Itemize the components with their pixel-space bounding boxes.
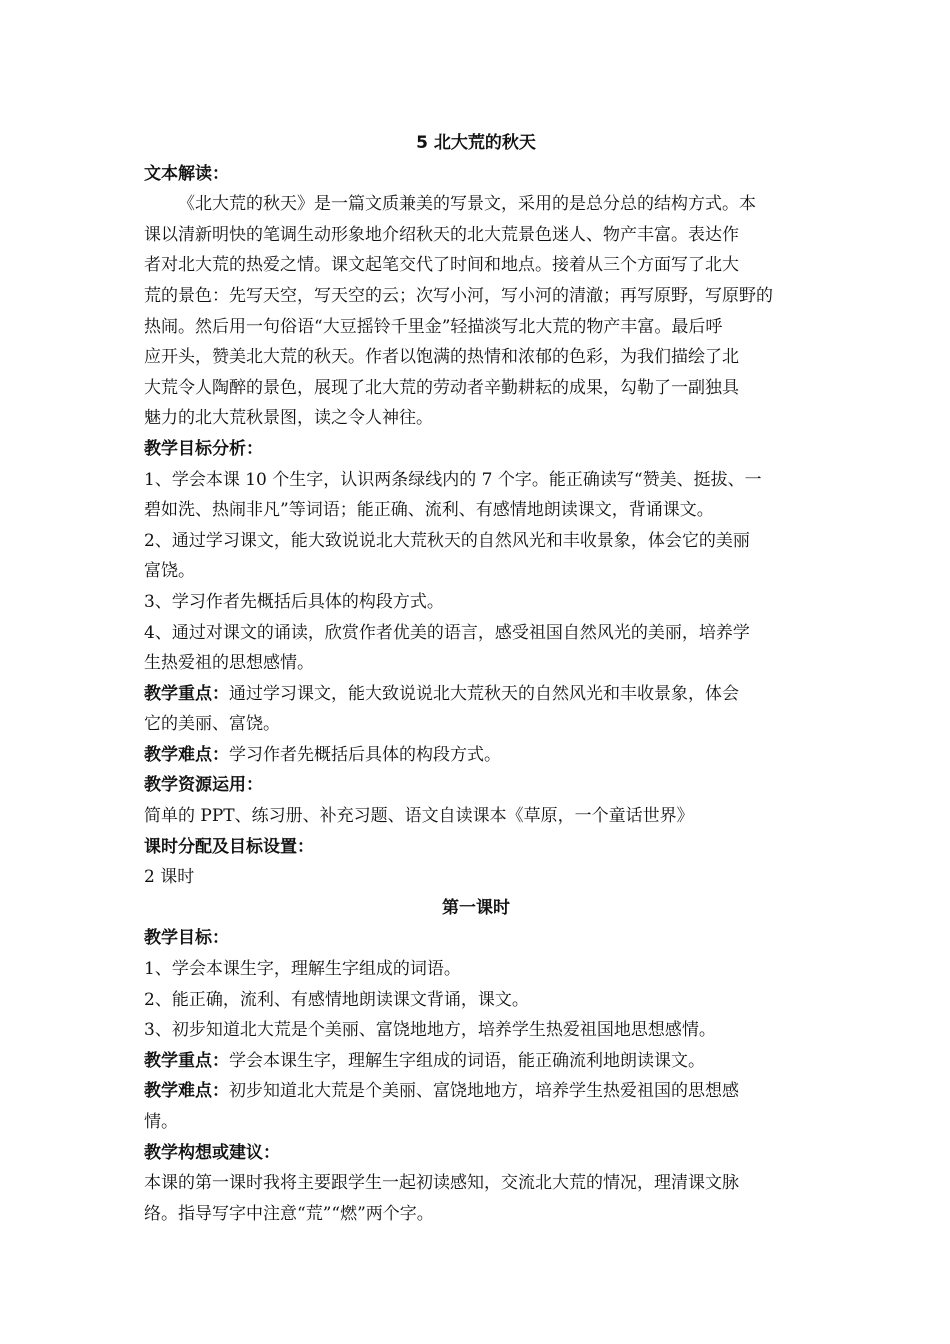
lesson-difficulty-label: 教学难点： (144, 1081, 229, 1102)
lesson-goals-heading: 教学目标： (144, 928, 229, 949)
paragraph-line: 《北大荒的秋天》是一篇文质兼美的写景文，采用的是总分总的结构方式。本 (178, 194, 756, 215)
goal-analysis-heading: 教学目标分析： (144, 438, 263, 459)
lesson-key-point-label: 教学重点： (144, 1050, 229, 1071)
text-analysis-paragraph (144, 189, 808, 434)
list-item: 1、学会本课生字，理解生字组成的词语。 (144, 959, 461, 980)
key-point-label: 教学重点： (144, 683, 229, 704)
paragraph-line: 本课的第一课时我将主要跟学生一起初读感知，交流北大荒的情况，理清课文脉 (144, 1173, 739, 1194)
lesson-difficulty-row (144, 1076, 808, 1107)
paragraph-line: 荒的景色：先写天空，写天空的云；次写小河，写小河的清澈；再写原野，写原野的 (144, 285, 773, 306)
lesson-idea-paragraph (144, 1168, 808, 1229)
resources-heading: 教学资源运用： (144, 775, 263, 796)
lesson-goals-list (144, 954, 808, 1046)
resources-text: 简单的 PPT、练习册、补充习题、语文自读课本《草原，一个童话世界》 (144, 806, 694, 827)
paragraph-line: 魅力的北大荒秋景图，读之令人神往。 (144, 408, 433, 429)
list-item: 2、能正确，流利、有感情地朗读课文背诵，课文。 (144, 989, 529, 1010)
paragraph-line: 课以清新明快的笔调生动形象地介绍秋天的北大荒景色迷人、物产丰富。表达作 (144, 224, 739, 245)
lesson-key-point-row (144, 1046, 808, 1077)
lesson-idea-heading: 教学构想或建议： (144, 1142, 280, 1163)
paragraph-line: 应开头，赞美北大荒的秋天。作者以饱满的热情和浓郁的色彩，为我们描绘了北 (144, 347, 739, 368)
list-item: 碧如洗、热闹非凡”等词语；能正确、流利、有感情地朗读课文，背诵课文。 (144, 500, 714, 521)
paragraph-line: 者对北大荒的热爱之情。课文起笔交代了时间和地点。接着从三个方面写了北大 (144, 255, 739, 276)
list-item: 3、初步知道北大荒是个美丽、富饶地地方，培养学生热爱祖国地思想感情。 (144, 1020, 716, 1041)
schedule-text: 2 课时 (144, 867, 195, 888)
list-item: 1、学会本课 10 个生字，认识两条绿线内的 7 个字。能正确读写“赞美、挺拔、一 (144, 469, 762, 490)
key-point-row (144, 679, 808, 710)
paragraph-line: 络。指导写字中注意“荒”“燃”两个字。 (144, 1203, 434, 1224)
difficulty-text: 学习作者先概括后具体的构段方式。 (229, 744, 501, 765)
goal-analysis-list (144, 465, 808, 679)
list-item: 4、通过对课文的诵读，欣赏作者优美的语言，感受祖国自然风光的美丽，培养学 (144, 622, 750, 643)
list-item: 3、学习作者先概括后具体的构段方式。 (144, 591, 444, 612)
paragraph-line: 热闹。然后用一句俗语“大豆摇铃千里金”轻描淡写北大荒的物产丰富。最后呼 (144, 316, 723, 337)
document-title: 5 北大荒的秋天 (416, 133, 536, 153)
lesson-difficulty-text: 初步知道北大荒是个美丽、富饶地地方，培养学生热爱祖国的思想感 (229, 1081, 739, 1102)
key-point-continuation: 它的美丽、富饶。 (144, 714, 280, 735)
list-item: 富饶。 (144, 561, 195, 582)
schedule-heading: 课时分配及目标设置： (144, 836, 314, 857)
difficulty-label: 教学难点： (144, 744, 229, 765)
list-item: 2、通过学习课文，能大致说说北大荒秋天的自然风光和丰收景象，体会它的美丽 (144, 530, 750, 551)
text-analysis-heading: 文本解读： (144, 163, 229, 184)
lesson-subtitle: 第一课时 (442, 897, 510, 918)
key-point-text: 通过学习课文，能大致说说北大荒秋天的自然风光和丰收景象，体会 (229, 683, 739, 704)
paragraph-line: 大荒令人陶醉的景色，展现了北大荒的劳动者辛勤耕耘的成果，勾勒了一副独具 (144, 377, 739, 398)
document-page (144, 128, 808, 1229)
lesson-key-point-text: 学会本课生字，理解生字组成的词语，能正确流利地朗读课文。 (229, 1050, 705, 1071)
list-item: 生热爱祖的思想感情。 (144, 653, 314, 674)
difficulty-row (144, 740, 808, 771)
lesson-difficulty-continuation: 情。 (144, 1112, 178, 1132)
